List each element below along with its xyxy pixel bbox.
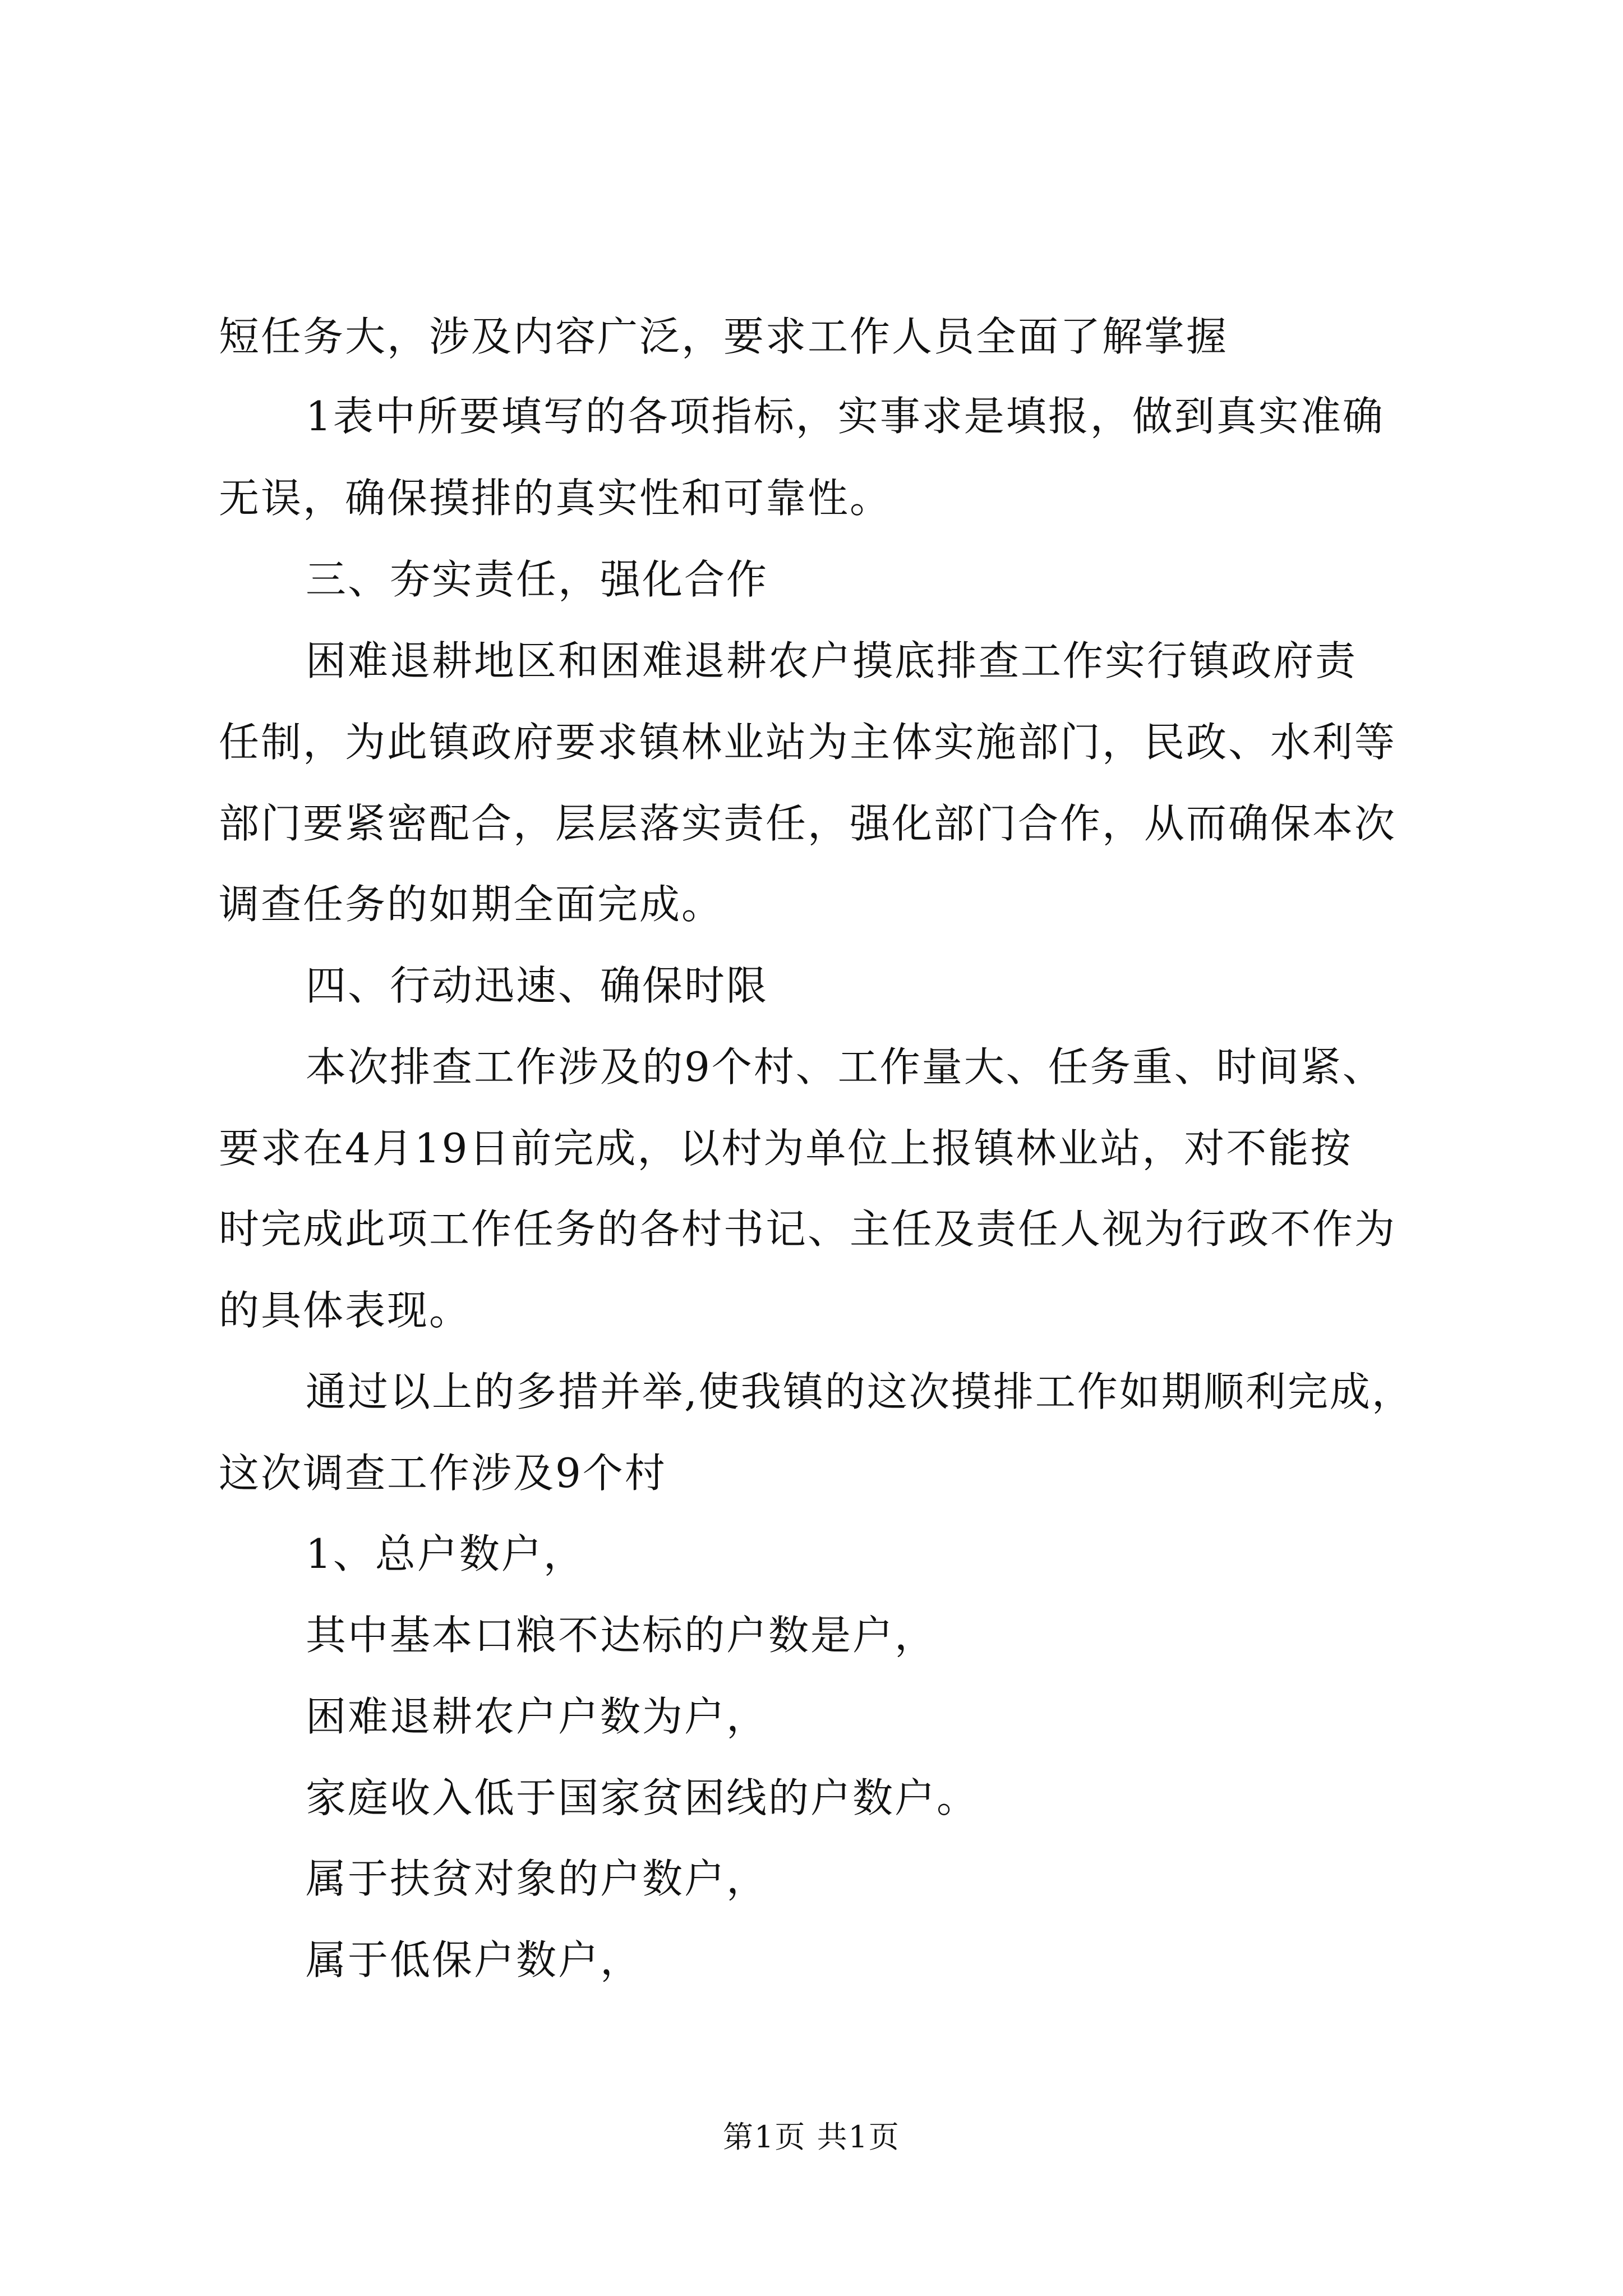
body-text-line: 的具体表现。 [219,1287,472,1334]
body-text-line: 时完成此项工作任务的各村书记、主任及责任人视为行政不作为 [219,1205,1397,1253]
body-text-line: 调查任务的如期全面完成。 [219,881,724,928]
list-item: 其中基本口粮不达标的户数是户， [306,1612,937,1659]
body-text-line: 通过以上的多措并举,使我镇的这次摸排工作如期顺利完成， [306,1368,1414,1415]
body-text-line: 困难退耕地区和困难退耕农户摸底排查工作实行镇政府责 [306,637,1358,684]
section-heading: 四、行动迅速、确保时限 [306,962,769,1009]
body-text-line: 无误，确保摸排的真实性和可靠性。 [219,475,892,522]
body-text-line: 1表中所要填写的各项指标，实事求是填报，做到真实准确 [306,393,1385,440]
body-text-line: 本次排查工作涉及的9个村、工作量大、任务重、时间紧、 [306,1043,1385,1091]
list-item: 困难退耕农户户数为户， [306,1693,769,1740]
section-heading: 三、夯实责任，强化合作 [306,556,769,603]
list-item: 属于扶贫对象的户数户， [306,1855,769,1902]
body-text-line: 要求在4月19日前完成，以村为单位上报镇林业站，对不能按 [219,1125,1353,1172]
list-item: 1、总户数户， [306,1530,585,1577]
body-text-line: 任制，为此镇政府要求镇林业站为主体实施部门，民政、水利等 [219,719,1397,766]
list-item: 属于低保户数户， [306,1936,643,1984]
page-footer-indicator: 第1页 共1页 [723,2119,900,2155]
body-text-line: 这次调查工作涉及9个村 [219,1450,667,1497]
body-text-line: 短任务大，涉及内容广泛，要求工作人员全面了解掌握 [219,313,1229,360]
body-text-line: 部门要紧密配合，层层落实责任，强化部门合作，从而确保本次 [219,800,1397,847]
list-item: 家庭收入低于国家贫困线的户数户。 [306,1774,979,1821]
